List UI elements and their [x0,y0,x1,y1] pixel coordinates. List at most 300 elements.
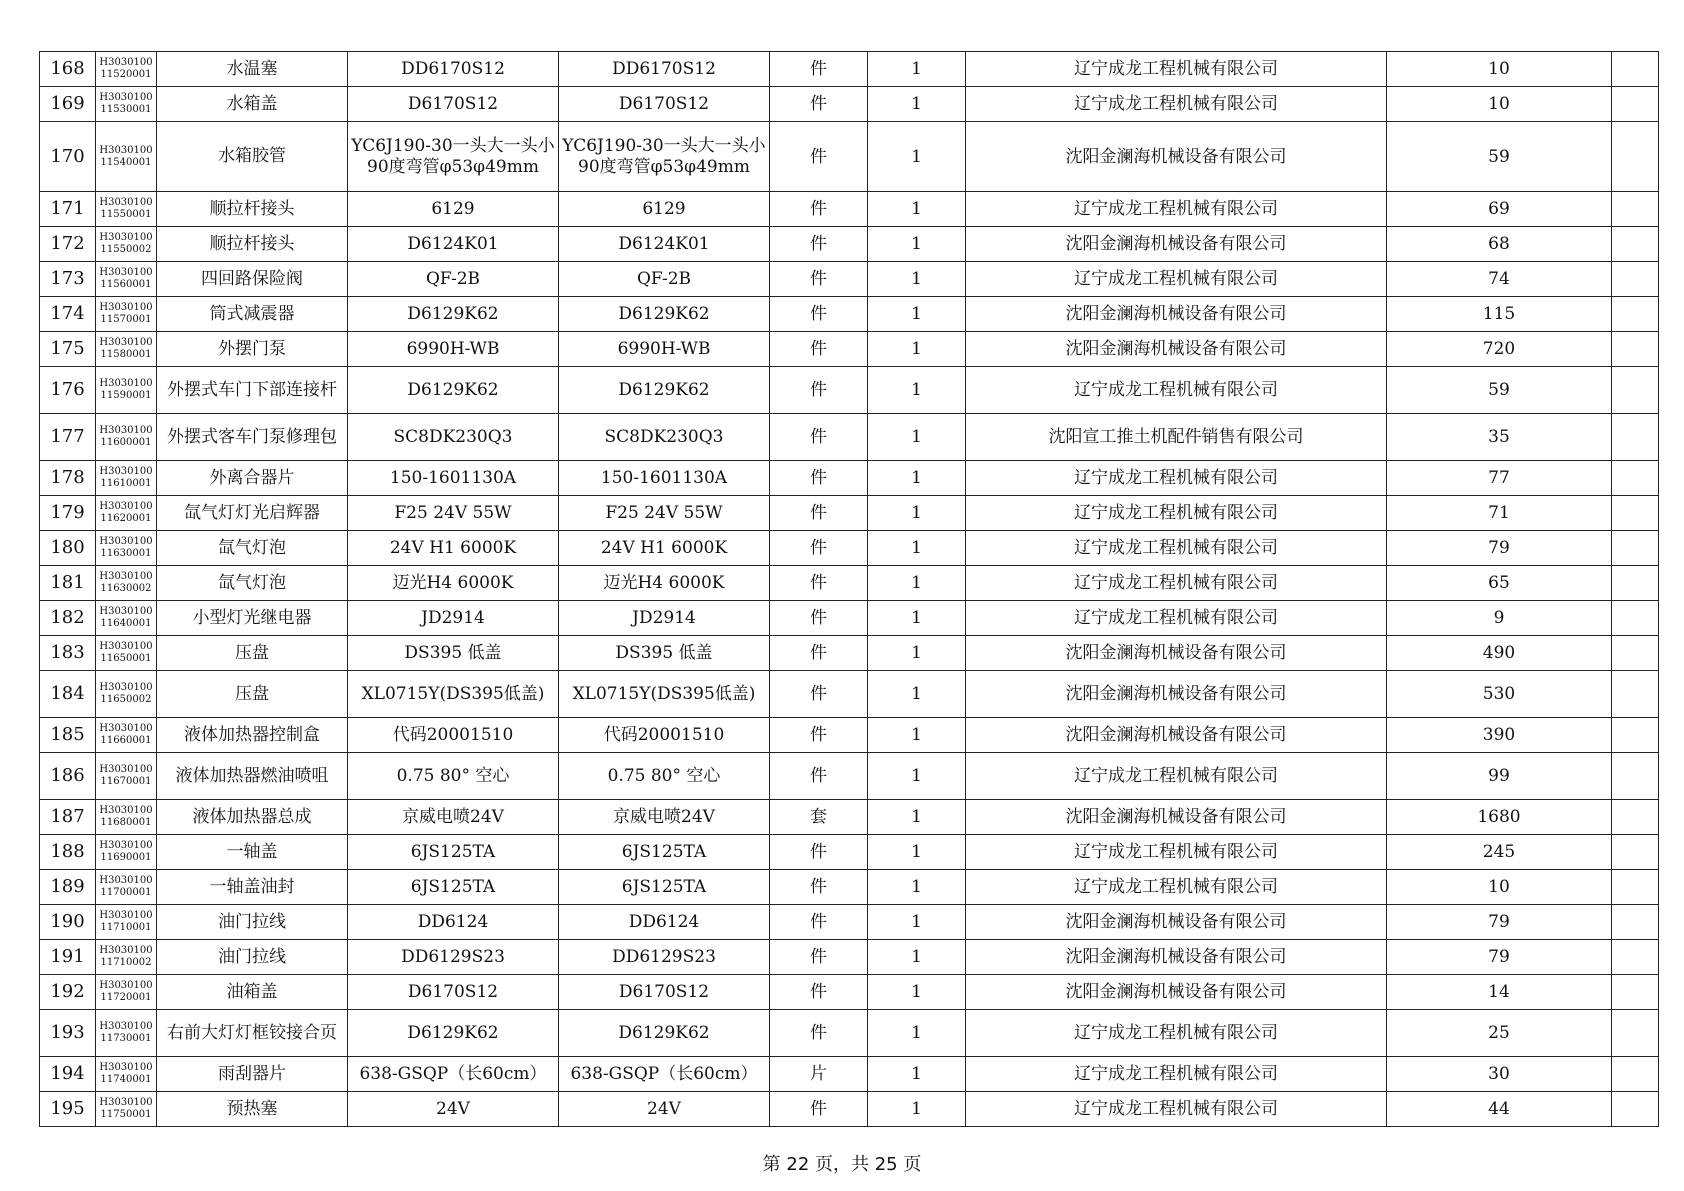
item-note [1612,800,1659,835]
item-spec: 6JS125TA [348,835,559,870]
item-model: DD6170S12 [559,52,770,87]
table-row [40,1092,1659,1127]
item-supplier: 沈阳金澜海机械设备有限公司 [966,227,1387,262]
row-number: 185 [40,718,96,753]
item-model: 24V [559,1092,770,1127]
item-price: 9 [1387,601,1612,636]
item-name: 液体加热器总成 [157,800,348,835]
item-spec: QF-2B [348,262,559,297]
item-model: 150-1601130A [559,461,770,496]
item-supplier: 辽宁成龙工程机械有限公司 [966,262,1387,297]
item-name: 外摆门泵 [157,332,348,367]
item-name: 一轴盖 [157,835,348,870]
item-quantity: 1 [868,601,966,636]
item-note [1612,496,1659,531]
item-quantity: 1 [868,52,966,87]
item-spec: D6129K62 [348,367,559,414]
item-spec: D6129K62 [348,1010,559,1057]
item-unit: 件 [770,297,868,332]
item-supplier: 辽宁成龙工程机械有限公司 [966,461,1387,496]
item-name: 筒式减震器 [157,297,348,332]
item-name: 预热塞 [157,1092,348,1127]
item-name: 水箱胶管 [157,122,348,192]
item-code: H303010011630002 [96,566,157,601]
item-supplier: 沈阳金澜海机械设备有限公司 [966,297,1387,332]
item-code: H303010011530001 [96,87,157,122]
item-supplier: 辽宁成龙工程机械有限公司 [966,1057,1387,1092]
row-number: 189 [40,870,96,905]
item-quantity: 1 [868,940,966,975]
item-price: 530 [1387,671,1612,718]
item-model: 迈光H4 6000K [559,566,770,601]
row-number: 184 [40,671,96,718]
item-unit: 件 [770,332,868,367]
item-unit: 片 [770,1057,868,1092]
table-row [40,52,1659,87]
item-price: 30 [1387,1057,1612,1092]
table-row [40,753,1659,800]
item-name: 顺拉杆接头 [157,192,348,227]
item-price: 10 [1387,87,1612,122]
item-model: QF-2B [559,262,770,297]
item-price: 65 [1387,566,1612,601]
item-note [1612,566,1659,601]
item-name: 氙气灯泡 [157,566,348,601]
item-price: 35 [1387,414,1612,461]
item-spec: D6129K62 [348,297,559,332]
item-model: JD2914 [559,601,770,636]
item-quantity: 1 [868,1010,966,1057]
table-row [40,718,1659,753]
row-number: 176 [40,367,96,414]
item-quantity: 1 [868,800,966,835]
item-model: 6JS125TA [559,835,770,870]
item-note [1612,636,1659,671]
table-row [40,496,1659,531]
item-name: 右前大灯灯框铰接合页 [157,1010,348,1057]
item-supplier: 沈阳金澜海机械设备有限公司 [966,940,1387,975]
item-price: 245 [1387,835,1612,870]
item-quantity: 1 [868,975,966,1010]
item-spec: XL0715Y(DS395低盖) [348,671,559,718]
row-number: 190 [40,905,96,940]
table-row [40,835,1659,870]
item-note [1612,753,1659,800]
row-number: 187 [40,800,96,835]
item-unit: 件 [770,531,868,566]
row-number: 169 [40,87,96,122]
item-spec: F25 24V 55W [348,496,559,531]
item-price: 10 [1387,52,1612,87]
row-number: 181 [40,566,96,601]
item-name: 小型灯光继电器 [157,601,348,636]
item-quantity: 1 [868,367,966,414]
item-quantity: 1 [868,122,966,192]
row-number: 183 [40,636,96,671]
item-supplier: 辽宁成龙工程机械有限公司 [966,531,1387,566]
item-code: H303010011650001 [96,636,157,671]
item-supplier: 辽宁成龙工程机械有限公司 [966,192,1387,227]
item-unit: 件 [770,636,868,671]
item-unit: 件 [770,1010,868,1057]
item-spec: 0.75 80° 空心 [348,753,559,800]
item-quantity: 1 [868,87,966,122]
item-model: D6129K62 [559,297,770,332]
item-spec: D6124K01 [348,227,559,262]
item-spec: 6990H-WB [348,332,559,367]
row-number: 179 [40,496,96,531]
item-spec: DD6129S23 [348,940,559,975]
item-code: H303010011520001 [96,52,157,87]
item-model: D6170S12 [559,87,770,122]
item-model: F25 24V 55W [559,496,770,531]
item-code: H303010011570001 [96,297,157,332]
item-quantity: 1 [868,414,966,461]
item-price: 25 [1387,1010,1612,1057]
item-spec: 6JS125TA [348,870,559,905]
item-quantity: 1 [868,262,966,297]
item-quantity: 1 [868,531,966,566]
item-supplier: 辽宁成龙工程机械有限公司 [966,753,1387,800]
item-code: H303010011640001 [96,601,157,636]
item-model: SC8DK230Q3 [559,414,770,461]
row-number: 171 [40,192,96,227]
item-unit: 件 [770,227,868,262]
item-model: 0.75 80° 空心 [559,753,770,800]
item-code: H303010011720001 [96,975,157,1010]
item-supplier: 沈阳金澜海机械设备有限公司 [966,671,1387,718]
row-number: 186 [40,753,96,800]
table-row [40,800,1659,835]
item-quantity: 1 [868,297,966,332]
row-number: 172 [40,227,96,262]
item-name: 油箱盖 [157,975,348,1010]
table-row [40,601,1659,636]
item-unit: 件 [770,87,868,122]
table-row [40,297,1659,332]
item-price: 490 [1387,636,1612,671]
item-supplier: 辽宁成龙工程机械有限公司 [966,87,1387,122]
item-spec: DS395 低盖 [348,636,559,671]
item-model: 6990H-WB [559,332,770,367]
item-unit: 件 [770,975,868,1010]
item-note [1612,192,1659,227]
item-unit: 件 [770,414,868,461]
item-note [1612,262,1659,297]
item-price: 115 [1387,297,1612,332]
item-spec: JD2914 [348,601,559,636]
item-code: H303010011700001 [96,870,157,905]
row-number: 180 [40,531,96,566]
item-model: 638-GSQP（长60cm） [559,1057,770,1092]
item-unit: 件 [770,367,868,414]
item-quantity: 1 [868,870,966,905]
item-name: 外摆式客车门泵修理包 [157,414,348,461]
row-number: 168 [40,52,96,87]
item-name: 油门拉线 [157,905,348,940]
item-quantity: 1 [868,227,966,262]
item-model: D6129K62 [559,1010,770,1057]
item-price: 79 [1387,531,1612,566]
item-note [1612,297,1659,332]
table-row [40,414,1659,461]
item-spec: D6170S12 [348,975,559,1010]
item-note [1612,461,1659,496]
item-supplier: 沈阳金澜海机械设备有限公司 [966,975,1387,1010]
item-spec: DD6170S12 [348,52,559,87]
row-number: 191 [40,940,96,975]
item-quantity: 1 [868,1092,966,1127]
table-row [40,192,1659,227]
item-code: H303010011650002 [96,671,157,718]
item-spec: 638-GSQP（长60cm） [348,1057,559,1092]
table-row [40,940,1659,975]
item-note [1612,414,1659,461]
item-price: 79 [1387,940,1612,975]
item-code: H303010011730001 [96,1010,157,1057]
row-number: 182 [40,601,96,636]
item-model: 京威电喷24V [559,800,770,835]
item-code: H303010011550002 [96,227,157,262]
item-note [1612,870,1659,905]
item-price: 14 [1387,975,1612,1010]
item-code: H303010011680001 [96,800,157,835]
item-note [1612,332,1659,367]
item-code: H303010011630001 [96,531,157,566]
item-price: 720 [1387,332,1612,367]
item-spec: SC8DK230Q3 [348,414,559,461]
item-name: 四回路保险阀 [157,262,348,297]
item-unit: 件 [770,461,868,496]
item-unit: 件 [770,566,868,601]
item-name: 雨刮器片 [157,1057,348,1092]
item-model: 代码20001510 [559,718,770,753]
item-code: H303010011600001 [96,414,157,461]
item-price: 74 [1387,262,1612,297]
item-name: 水温塞 [157,52,348,87]
item-price: 77 [1387,461,1612,496]
item-quantity: 1 [868,192,966,227]
item-quantity: 1 [868,636,966,671]
item-supplier: 辽宁成龙工程机械有限公司 [966,1010,1387,1057]
item-code: H303010011710002 [96,940,157,975]
row-number: 194 [40,1057,96,1092]
item-supplier: 辽宁成龙工程机械有限公司 [966,566,1387,601]
item-note [1612,940,1659,975]
item-model: DD6129S23 [559,940,770,975]
table-row [40,905,1659,940]
item-unit: 件 [770,122,868,192]
table-row [40,332,1659,367]
item-unit: 件 [770,905,868,940]
item-note [1612,905,1659,940]
item-price: 68 [1387,227,1612,262]
table-body [40,52,1659,1127]
item-code: H303010011620001 [96,496,157,531]
item-name: 液体加热器控制盒 [157,718,348,753]
item-unit: 件 [770,940,868,975]
row-number: 177 [40,414,96,461]
table-row [40,671,1659,718]
item-supplier: 沈阳金澜海机械设备有限公司 [966,718,1387,753]
item-note [1612,227,1659,262]
item-unit: 件 [770,835,868,870]
row-number: 174 [40,297,96,332]
item-note [1612,1092,1659,1127]
item-name: 外离合器片 [157,461,348,496]
row-number: 178 [40,461,96,496]
item-model: XL0715Y(DS395低盖) [559,671,770,718]
page-footer: 第 22 页，共 25 页 [762,1154,922,1175]
row-number: 188 [40,835,96,870]
item-model: D6170S12 [559,975,770,1010]
item-price: 69 [1387,192,1612,227]
item-note [1612,52,1659,87]
item-note [1612,1010,1659,1057]
item-supplier: 辽宁成龙工程机械有限公司 [966,601,1387,636]
item-note [1612,531,1659,566]
item-model: D6124K01 [559,227,770,262]
item-code: H303010011550001 [96,192,157,227]
item-note [1612,835,1659,870]
item-note [1612,1057,1659,1092]
item-unit: 件 [770,52,868,87]
item-price: 10 [1387,870,1612,905]
table-row [40,227,1659,262]
item-code: H303010011560001 [96,262,157,297]
item-spec: D6170S12 [348,87,559,122]
item-quantity: 1 [868,496,966,531]
item-name: 顺拉杆接头 [157,227,348,262]
item-unit: 件 [770,718,868,753]
item-supplier: 辽宁成龙工程机械有限公司 [966,835,1387,870]
item-unit: 套 [770,800,868,835]
item-unit: 件 [770,601,868,636]
item-price: 79 [1387,905,1612,940]
item-quantity: 1 [868,718,966,753]
item-supplier: 辽宁成龙工程机械有限公司 [966,367,1387,414]
item-spec: 24V H1 6000K [348,531,559,566]
item-note [1612,87,1659,122]
table-row [40,461,1659,496]
item-supplier: 辽宁成龙工程机械有限公司 [966,870,1387,905]
row-number: 195 [40,1092,96,1127]
item-quantity: 1 [868,905,966,940]
parts-price-table [39,51,1659,1127]
item-note [1612,671,1659,718]
item-spec: DD6124 [348,905,559,940]
item-supplier: 辽宁成龙工程机械有限公司 [966,52,1387,87]
row-number: 192 [40,975,96,1010]
item-quantity: 1 [868,671,966,718]
item-price: 59 [1387,122,1612,192]
item-supplier: 沈阳宣工推土机配件销售有限公司 [966,414,1387,461]
table-row [40,1010,1659,1057]
table-row [40,122,1659,192]
item-model: 6JS125TA [559,870,770,905]
item-code: H303010011540001 [96,122,157,192]
table-row [40,1057,1659,1092]
item-spec: 迈光H4 6000K [348,566,559,601]
item-code: H303010011670001 [96,753,157,800]
item-name: 外摆式车门下部连接杆 [157,367,348,414]
item-spec: 150-1601130A [348,461,559,496]
item-model: DS395 低盖 [559,636,770,671]
table-row [40,367,1659,414]
item-quantity: 1 [868,332,966,367]
item-model: 6129 [559,192,770,227]
table-row [40,975,1659,1010]
item-code: H303010011750001 [96,1092,157,1127]
table-row [40,566,1659,601]
table-row [40,531,1659,566]
row-number: 193 [40,1010,96,1057]
item-supplier: 辽宁成龙工程机械有限公司 [966,496,1387,531]
item-unit: 件 [770,496,868,531]
item-price: 59 [1387,367,1612,414]
item-note [1612,718,1659,753]
table-row [40,87,1659,122]
item-code: H303010011610001 [96,461,157,496]
row-number: 173 [40,262,96,297]
item-note [1612,601,1659,636]
item-name: 液体加热器燃油喷咀 [157,753,348,800]
item-supplier: 沈阳金澜海机械设备有限公司 [966,636,1387,671]
item-name: 油门拉线 [157,940,348,975]
row-number: 175 [40,332,96,367]
table-row [40,262,1659,297]
item-spec: 6129 [348,192,559,227]
item-code: H303010011740001 [96,1057,157,1092]
item-spec: YC6J190-30一头大一头小90度弯管φ53φ49mm [348,122,559,192]
item-name: 氙气灯泡 [157,531,348,566]
item-quantity: 1 [868,566,966,601]
item-supplier: 沈阳金澜海机械设备有限公司 [966,122,1387,192]
item-price: 99 [1387,753,1612,800]
item-price: 1680 [1387,800,1612,835]
item-price: 390 [1387,718,1612,753]
item-unit: 件 [770,671,868,718]
item-quantity: 1 [868,753,966,800]
item-model: DD6124 [559,905,770,940]
item-quantity: 1 [868,835,966,870]
item-code: H303010011690001 [96,835,157,870]
item-unit: 件 [770,753,868,800]
item-spec: 京威电喷24V [348,800,559,835]
item-unit: 件 [770,870,868,905]
item-spec: 24V [348,1092,559,1127]
item-code: H303010011710001 [96,905,157,940]
item-supplier: 沈阳金澜海机械设备有限公司 [966,800,1387,835]
item-unit: 件 [770,192,868,227]
item-note [1612,975,1659,1010]
item-code: H303010011580001 [96,332,157,367]
item-model: 24V H1 6000K [559,531,770,566]
item-name: 水箱盖 [157,87,348,122]
item-quantity: 1 [868,1057,966,1092]
item-price: 44 [1387,1092,1612,1127]
row-number: 170 [40,122,96,192]
item-note [1612,367,1659,414]
item-supplier: 沈阳金澜海机械设备有限公司 [966,332,1387,367]
item-quantity: 1 [868,461,966,496]
item-price: 71 [1387,496,1612,531]
item-code: H303010011660001 [96,718,157,753]
item-spec: 代码20001510 [348,718,559,753]
item-supplier: 沈阳金澜海机械设备有限公司 [966,905,1387,940]
table-row [40,636,1659,671]
item-name: 氙气灯灯光启辉器 [157,496,348,531]
